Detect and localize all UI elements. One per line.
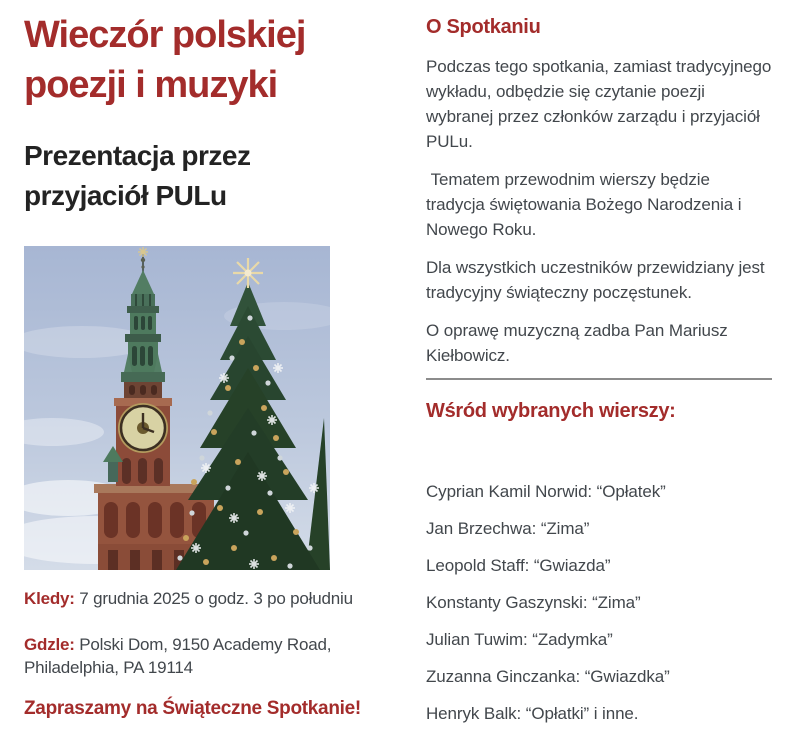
- gdansk-tower-christmas-tree-illustration: [24, 246, 330, 570]
- where-label: Gdzle:: [24, 635, 75, 654]
- about-paragraph-2: Tematem przewodnim wierszy będzie tradycja świętowania Bożego Narodzenia i Nowego Roku.: [426, 170, 747, 239]
- poem-item: Leopold Staff: “Gwiazda”: [426, 556, 611, 575]
- about-paragraph-4: O oprawę muzyczną zadba Pan Mariusz Kiełbowicz.: [426, 321, 733, 365]
- event-photo: [24, 246, 330, 570]
- cta-text: Zapraszamy na Świąteczne Spotkanie!: [24, 698, 361, 719]
- tree-topper-star-icon: [233, 258, 263, 288]
- poem-item: Jan Brzechwa: “Zima”: [426, 519, 590, 538]
- event-subtitle-line2: przyjaciół PULu: [24, 180, 227, 211]
- poems-list: [426, 481, 772, 725]
- event-subtitle-line1: Prezentacja przez: [24, 140, 251, 171]
- poem-item: Julian Tuwim: “Zadymka”: [426, 630, 613, 649]
- clock-face: [118, 403, 168, 453]
- where-row: [24, 633, 392, 679]
- right-column: [426, 0, 776, 740]
- poem-item: Cyprian Kamil Norwid: “Opłatek”: [426, 482, 666, 501]
- poems-heading: Wśród wybranych wierszy:: [426, 400, 676, 422]
- about-paragraph-1: Podczas tego spotkania, zamiast tradycyjnego wykładu, odbędzie się czytanie poezji wybranej przez członków zarządu i przyjaciół PULu.: [426, 57, 776, 151]
- when-value: 7 grudnia 2025 o godz. 3 po południu: [74, 589, 353, 608]
- poem-item: Henryk Balk: “Opłatki” i inne.: [426, 704, 639, 723]
- section-divider: [426, 378, 772, 380]
- event-title: [24, 10, 392, 110]
- left-column: [24, 0, 392, 721]
- event-title-line2: poezji i muzyki: [24, 64, 278, 106]
- about-heading: O Spotkaniu: [426, 16, 541, 38]
- poem-item: Zuzanna Ginczanka: “Gwiazdka”: [426, 667, 670, 686]
- when-row: [24, 587, 392, 610]
- event-subtitle: [24, 136, 392, 216]
- when-label: Kledy:: [24, 589, 75, 608]
- about-paragraph-3: Dla wszystkich uczestników przewidziany jest tradycyjny świąteczny poczęstunek.: [426, 258, 770, 302]
- tower-finial-star-icon: [138, 247, 148, 257]
- event-title-line1: Wieczór polskiej: [24, 14, 306, 56]
- poem-item: Konstanty Gaszynski: “Zima”: [426, 593, 641, 612]
- where-value: Polski Dom, 9150 Academy Road, Philadelphia, PA 19114: [24, 635, 332, 677]
